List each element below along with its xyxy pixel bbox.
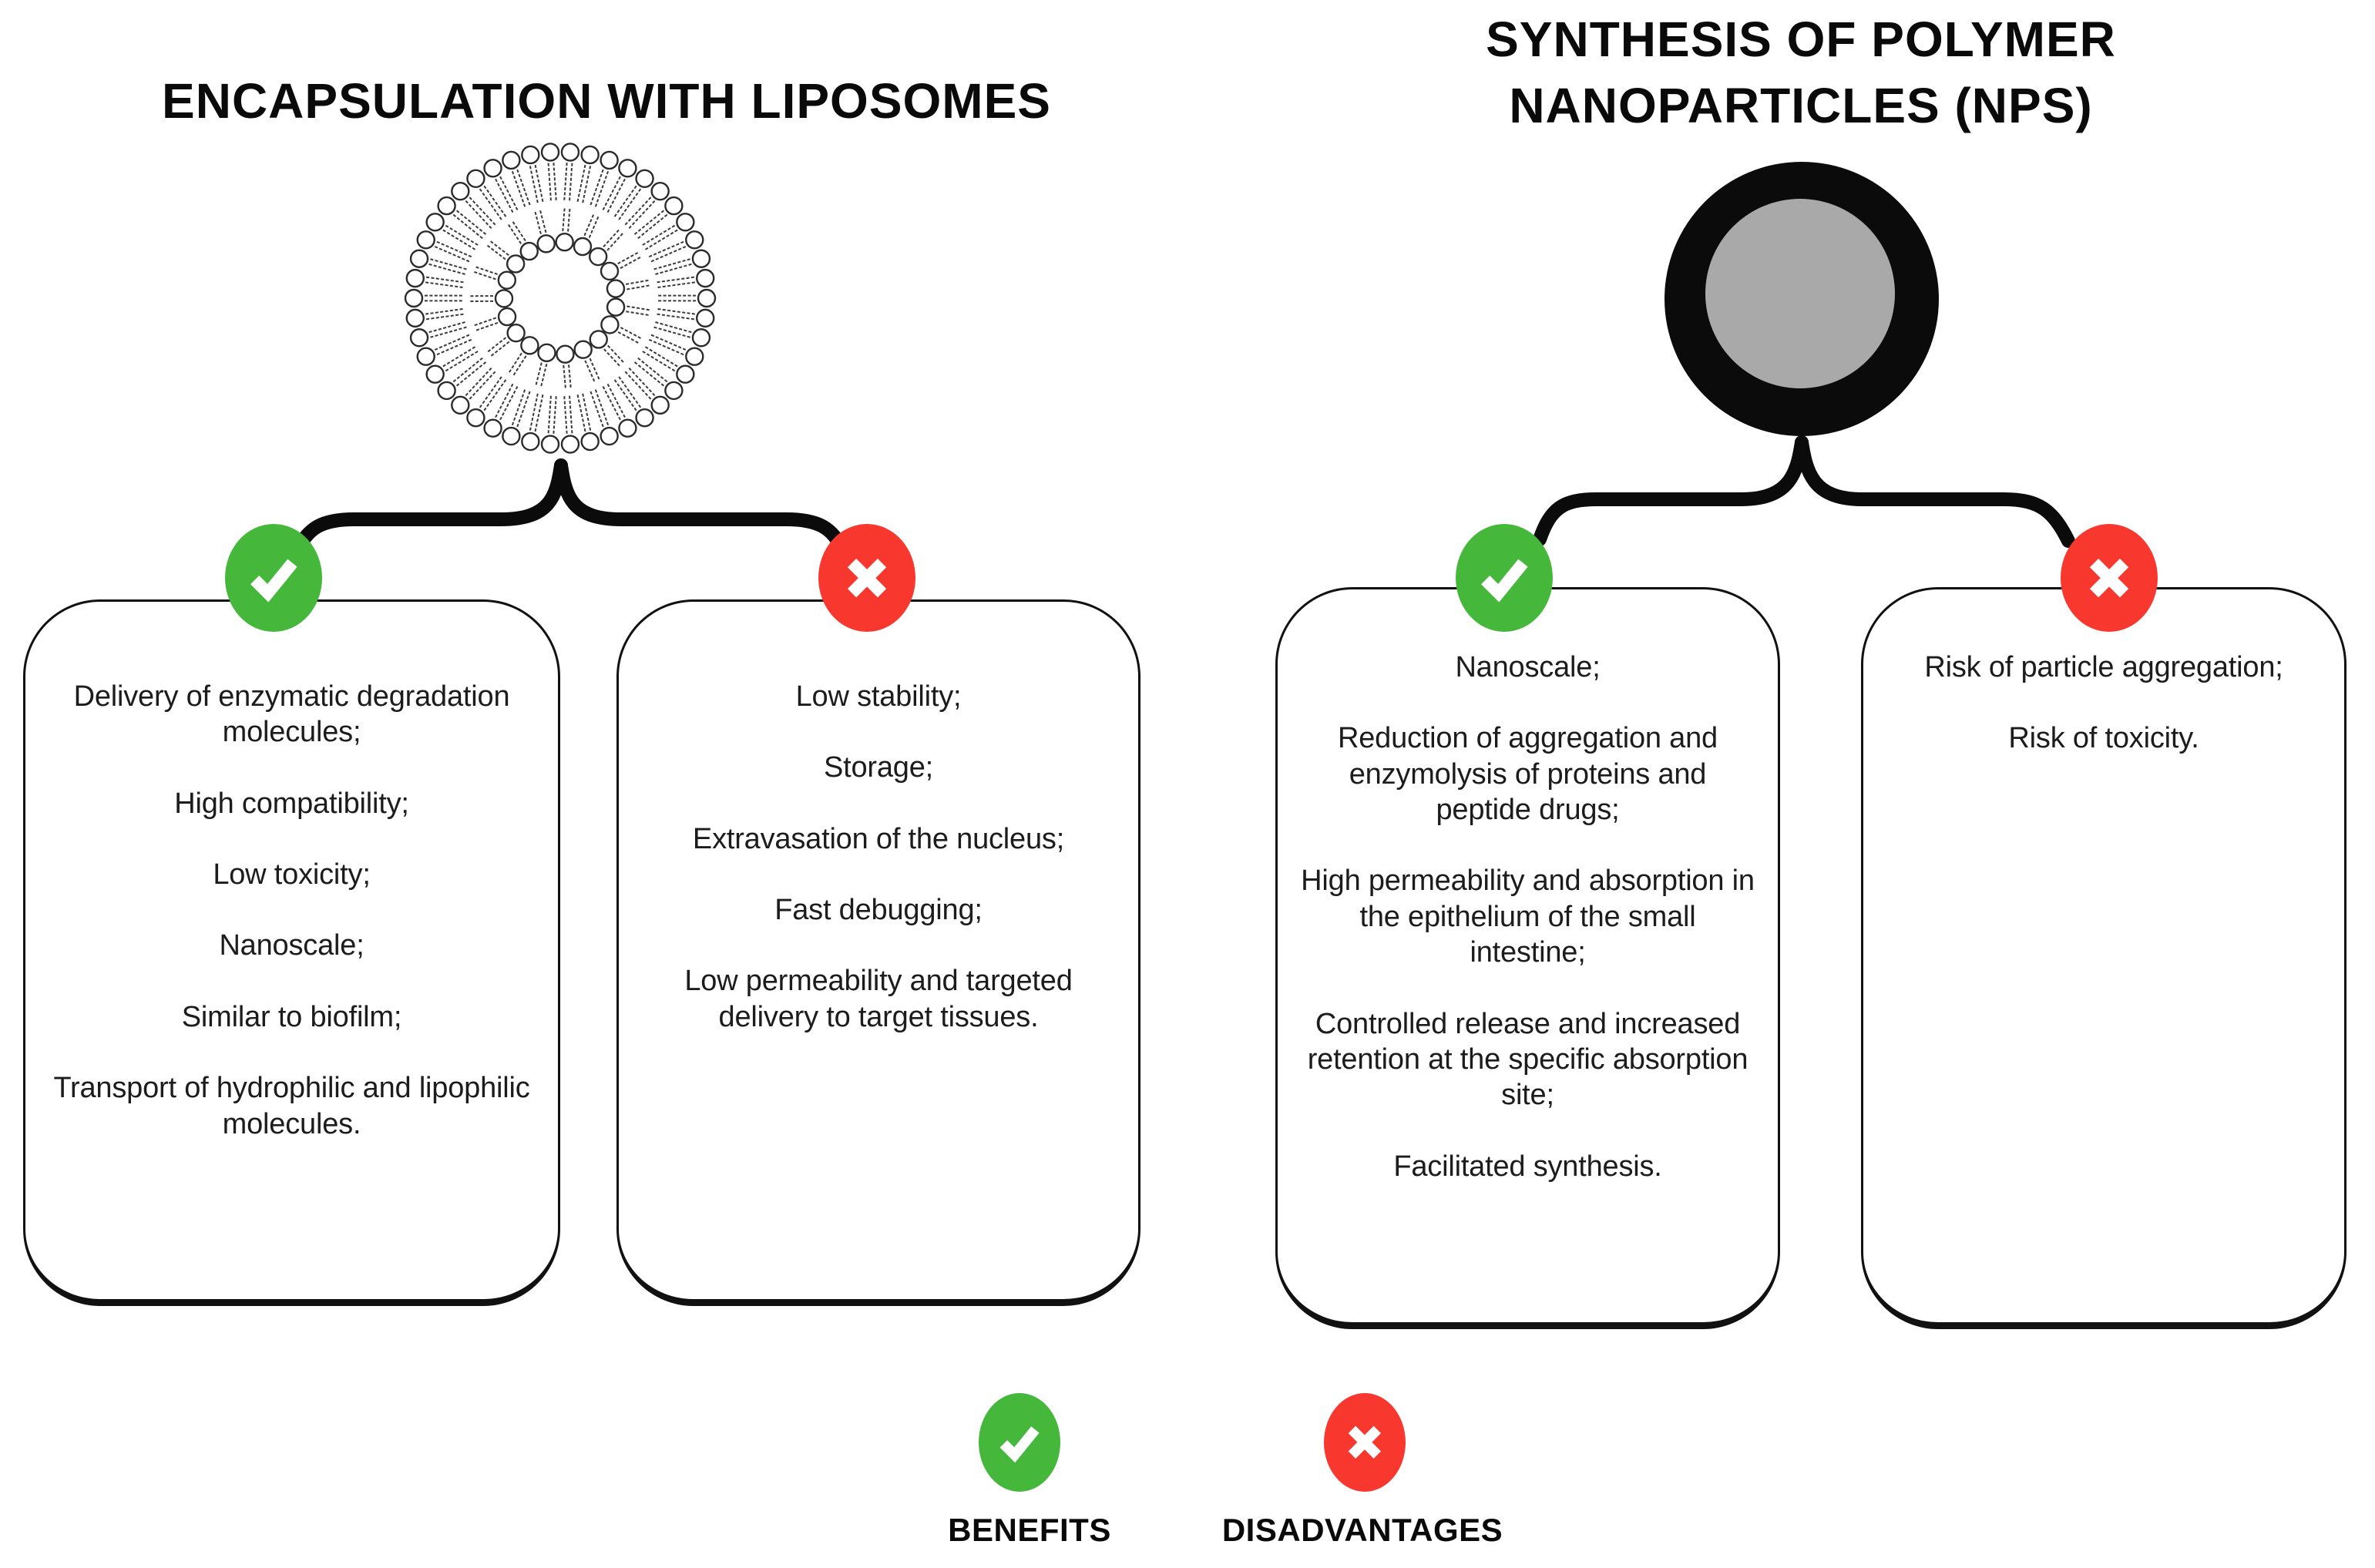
left-brace: [297, 465, 843, 550]
nanoparticle-benefits-list: [1278, 589, 1778, 1184]
nanoparticle-core: [1705, 199, 1895, 388]
list-item: Low stability;: [795, 680, 962, 713]
nanoparticle-benefits-box: [1275, 587, 1780, 1329]
list-item: Reduction of aggregation and enzymolysis of proteins and peptide drugs;: [1337, 722, 1718, 827]
right-section-title-line1: SYNTHESIS OF POLYMER: [1486, 12, 2116, 67]
left-section-title: ENCAPSULATION WITH LIPOSOMES: [162, 73, 1051, 129]
check-circle-icon: [1456, 524, 1553, 632]
right-section-title: [1323, 6, 2279, 139]
x-circle-icon: [2061, 524, 2158, 632]
nanoparticle-diagram: [1665, 162, 1939, 436]
list-item: Risk of toxicity.: [2008, 722, 2199, 755]
liposome-disadvantages-box: [616, 599, 1140, 1306]
liposome-diagram: [389, 127, 731, 469]
list-item: Extravasation of the nucleus;: [692, 822, 1065, 855]
right-section-title-line2: NANOPARTICLES (NPS): [1509, 78, 2093, 134]
list-item: Delivery of enzymatic degradation molecules;: [73, 680, 510, 749]
list-item: Low permeability and targeted delivery to target tissues.: [684, 965, 1073, 1033]
check-circle-icon: [225, 524, 322, 632]
list-item: Storage;: [823, 751, 934, 784]
legend-benefits-label: BENEFITS: [948, 1512, 1111, 1548]
x-circle-icon: [818, 524, 915, 632]
legend-disadvantages-label: DISADVANTAGES: [1221, 1512, 1503, 1548]
list-item: Transport of hydrophilic and lipophilic molecules.: [53, 1072, 530, 1140]
list-item: Risk of particle aggregation;: [1924, 651, 2283, 683]
list-item: Similar to biofilm;: [181, 1000, 402, 1033]
list-item: Facilitated synthesis.: [1393, 1150, 1662, 1183]
liposome-benefits-box: [23, 599, 560, 1306]
right-brace: [1540, 442, 2068, 541]
nanoparticle-disadvantages-box: [1861, 587, 2346, 1329]
legend-check-circle-icon: [979, 1393, 1060, 1492]
list-item: Nanoscale;: [1455, 651, 1601, 683]
liposome-disadvantages-list: [619, 602, 1138, 1035]
list-item: Nanoscale;: [219, 929, 364, 962]
list-item: High compatibility;: [174, 787, 409, 820]
list-item: Fast debugging;: [774, 894, 983, 927]
list-item: High permeability and absorption in the epithelium of the small intestine;: [1301, 865, 1755, 969]
list-item: Low toxicity;: [213, 858, 371, 891]
legend-x-circle-icon: [1324, 1393, 1406, 1492]
liposome-benefits-list: [25, 602, 558, 1142]
list-item: Controlled release and increased retention at the specific absorption site;: [1307, 1007, 1748, 1112]
